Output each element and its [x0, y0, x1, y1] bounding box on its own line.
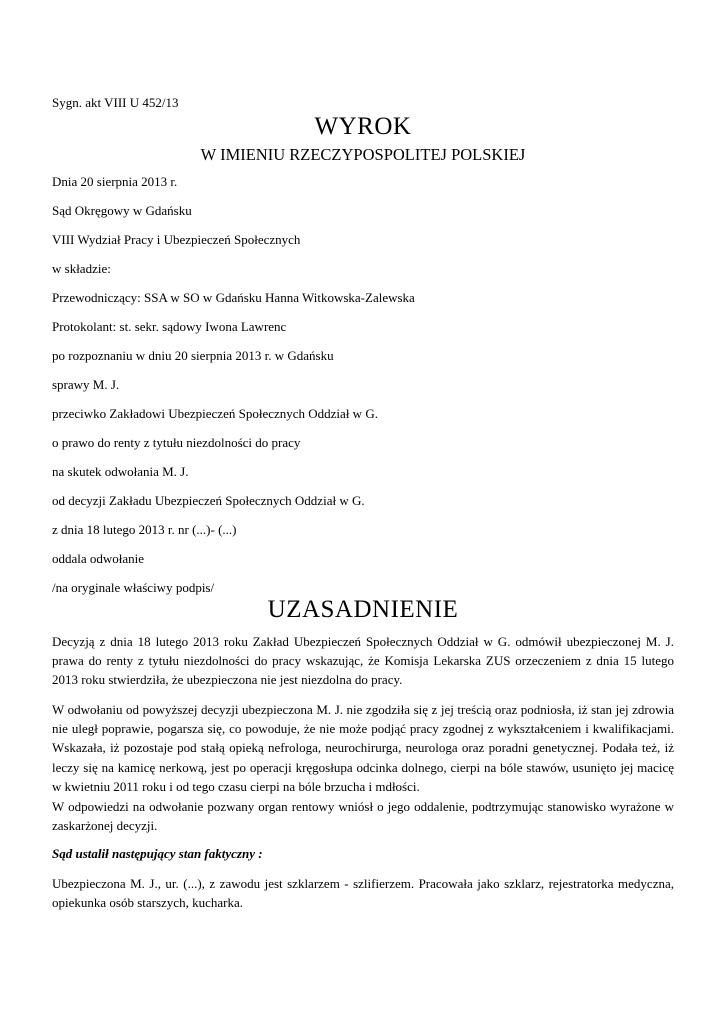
reasoning-paragraph-1: Decyzją z dnia 18 lutego 2013 roku Zakład Ubezpieczeń Społecznych Oddział w G. odmówił ubezpieczonej M. J. prawa do renty z tytułu niezdolności do pracy wskazując, że Komisja Lekarska ZUS orzeczeniem z dnia 15 lutego 2013 roku stwierdziła, że ubezpieczona nie jest niezdolna do pracy. [52, 634, 674, 688]
appeal-decision-source: od decyzji Zakładu Ubezpieczeń Społecznych Oddział w G. [52, 493, 365, 508]
case-party: sprawy M. J. [52, 377, 120, 392]
reasoning-paragraph-2: W odwołaniu od powyższej decyzji ubezpieczona M. J. nie zgodziła się z jej treścią oraz podniosła, iż stan jej zdrowia nie uległ poprawie, pogarsza się, co powoduje, że nie może podjąć pracy zgodnej z wykształceniem i kwalifikacjami. Wskazała, iż pozostaje pod stałą opieką nefrologa, neurochirurga, neurologa oraz poradni genetycznej. Podała też, iż leczy się na kamicę nerkową, jest po operacji kręgosłupa odcinka dolnego, cierpi na bóle stawów, usunięto jej macicę w kwietniu 2011 roku i od tego czasu cierpi na bóle brzucha i mdłości. [52, 702, 674, 794]
ruling: oddala odwołanie [52, 551, 145, 566]
signature-note: /na oryginale właściwy podpis/ [52, 580, 215, 595]
case-reference: Sygn. akt VIII U 452/13 [52, 95, 179, 110]
facts-paragraph: Ubezpieczona M. J., ur. (...), z zawodu jest szklarzem - szlifierzem. Pracowała jako szklarz, rejestratorka medyczna, opiekunka osób starszych, kucharka. [52, 876, 674, 911]
reasoning-paragraph-3: W odpowiedzi na odwołanie pozwany organ rentowy wniósł o jego oddalenie, podtrzymując stanowisko wyrażone w zaskarżonej decyzji. [52, 799, 674, 834]
facts-heading: Sąd ustalił następujący stan faktyczny : [52, 846, 263, 861]
case-defendant: przeciwko Zakładowi Ubezpieczeń Społecznych Oddział w G. [52, 406, 378, 421]
judgment-subtitle: W IMIENIU RZECZYPOSPOLITEJ POLSKIEJ [200, 145, 526, 164]
reasoning-title: UZASADNIENIE [267, 596, 459, 623]
presiding-judge: Przewodniczący: SSA w SO w Gdańsku Hanna Witkowska-Zalewska [52, 290, 415, 305]
decision-date-number: z dnia 18 lutego 2013 r. nr (...)- (...) [52, 522, 237, 537]
judgment-date: Dnia 20 sierpnia 2013 r. [52, 174, 178, 189]
hearing-info: po rozpoznaniu w dniu 20 sierpnia 2013 r. w Gdańsku [52, 348, 334, 363]
document-page [52, 0, 674, 1024]
court-clerk: Protokolant: st. sekr. sądowy Iwona Lawrenc [52, 319, 287, 334]
court-division: VIII Wydział Pracy i Ubezpieczeń Społecznych [52, 232, 301, 247]
case-subject: o prawo do renty z tytułu niezdolności do pracy [52, 435, 301, 450]
court-name: Sąd Okręgowy w Gdańsku [52, 203, 192, 218]
judgment-title: WYROK [314, 113, 412, 140]
appeal-by: na skutek odwołania M. J. [52, 464, 189, 479]
composition-label: w składzie: [52, 261, 111, 276]
